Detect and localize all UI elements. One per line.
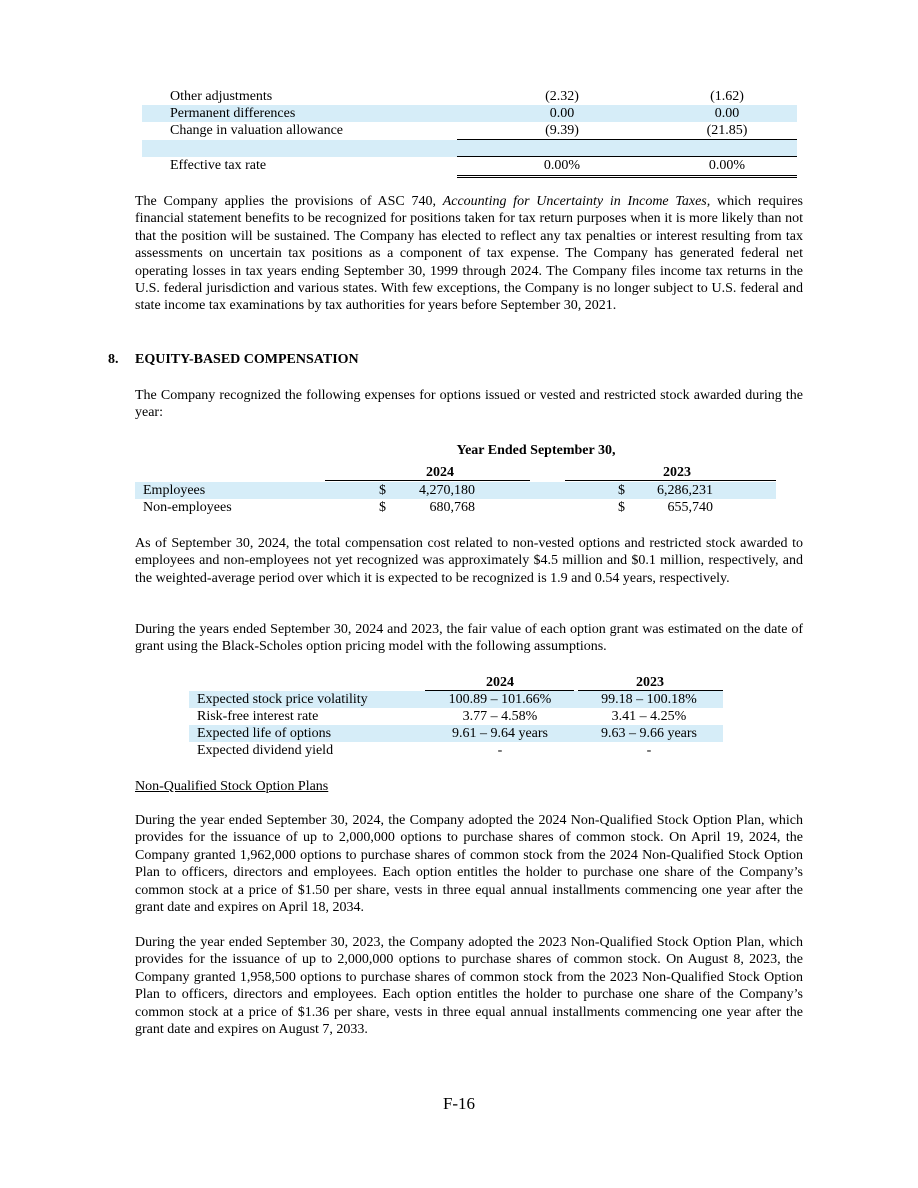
subsection-heading: Non-Qualified Stock Option Plans xyxy=(135,779,329,794)
value-2023: (21.85) xyxy=(706,123,748,138)
row-label: Change in valuation allowance xyxy=(170,123,343,138)
total-rule xyxy=(457,156,797,157)
column-header-2024: 2024 xyxy=(426,465,454,480)
row-label: Expected dividend yield xyxy=(197,743,334,758)
value-2024: 4,270,180 xyxy=(419,483,475,498)
row-label: Effective tax rate xyxy=(170,158,267,173)
row-label: Expected life of options xyxy=(197,726,332,741)
value-2023: 3.41 – 4.25% xyxy=(611,709,687,724)
blank-shaded-row xyxy=(142,140,797,157)
value-2023: 0.00% xyxy=(708,158,746,173)
table-row xyxy=(189,691,723,708)
table-row xyxy=(142,122,797,139)
row-label: Employees xyxy=(143,483,206,498)
value-2024: 0.00% xyxy=(543,158,581,173)
value-2024: 9.61 – 9.64 years xyxy=(451,726,549,741)
table-row xyxy=(189,725,723,742)
value-2023: 9.63 – 9.66 years xyxy=(600,726,698,741)
row-label: Risk-free interest rate xyxy=(197,709,319,724)
table-header: Year Ended September 30, xyxy=(456,443,616,458)
plan-2024-paragraph: During the year ended September 30, 2024, the Company adopted the 2024 Non-Qualified Stock Option Plan, which provides for the issuance of up to 2,000,000 options to purchase shares of common stock. On April 19, 2024, the Company granted 1,962,000 options to purchase shares of common stock from the 2024 Non-Qualified Stock Option Plan to officers, directors and employees. Each option entitles the holder to purchase one share of the Company’s common stock at a price of $1.50 per share, vests in three equal annual installments commencing one year after the grant date and expires on April 18, 2034. xyxy=(135,813,803,916)
section-title: EQUITY-BASED COMPENSATION xyxy=(135,352,359,367)
value-2024: (9.39) xyxy=(545,123,579,138)
table-row xyxy=(189,708,723,725)
value-2024: 0.00 xyxy=(549,106,575,121)
header-rule xyxy=(565,480,776,481)
value-2024: 3.77 – 4.58% xyxy=(462,709,538,724)
table-row xyxy=(142,88,797,105)
row-label: Other adjustments xyxy=(170,89,273,104)
table-row xyxy=(142,105,797,122)
value-2024: - xyxy=(497,743,503,758)
table-row-total xyxy=(142,157,797,174)
table-row xyxy=(135,482,776,499)
currency-symbol: $ xyxy=(618,500,625,515)
value-2023: (1.62) xyxy=(710,89,744,104)
row-label: Non-employees xyxy=(143,500,232,515)
column-header-2023: 2023 xyxy=(636,675,664,690)
asc740-paragraph: The Company applies the provisions of ASC 740, Accounting for Uncertainty in Income Taxes, which requires financial statement benefits to be recognized for positions taken for tax return purposes when it is more likely than not that the position will be sustained. The Company has elected to reflect any tax penalties or interest resulting from tax assessments on uncertain tax positions as a component of tax expense. The Company has generated federal net operating losses in tax years ending September 30, 1999 through 2024. The Company files income tax returns in the U.S. federal jurisdiction and various states. With few exceptions, the Company is no longer subject to U.S. federal and state income tax examinations by tax authorities for years before September 30, 2021. xyxy=(135,194,803,314)
page-number: F-16 xyxy=(442,1094,476,1113)
total-double-rule xyxy=(457,177,797,178)
currency-symbol: $ xyxy=(379,483,386,498)
table-row xyxy=(189,742,723,759)
value-2023: - xyxy=(646,743,652,758)
value-2023: 6,286,231 xyxy=(657,483,713,498)
plan-2023-paragraph: During the year ended September 30, 2023, the Company adopted the 2023 Non-Qualified Stock Option Plan, which provides for the issuance of up to 2,000,000 options to purchase shares of common stock. On August 8, 2023, the Company granted 1,958,500 options to purchase shares of common stock from the 2023 Non-Qualified Stock Option Plan to officers, directors and employees. Each option entitles the holder to purchase one share of the Company’s common stock at a price of $1.36 per share, vests in three equal annual installments commencing one year after the grant date and expires on August 7, 2033. xyxy=(135,935,803,1038)
row-label: Expected stock price volatility xyxy=(197,692,368,707)
row-label: Permanent differences xyxy=(170,106,296,121)
value-2023: 0.00 xyxy=(714,106,740,121)
column-header-2024: 2024 xyxy=(486,675,514,690)
table-row xyxy=(135,499,776,516)
section-number: 8. xyxy=(108,352,119,367)
currency-symbol: $ xyxy=(379,500,386,515)
as-of-paragraph: As of September 30, 2024, the total compensation cost related to non-vested options and restricted stock awarded to employees and non-employees not yet recognized was approximately $4.5 million and $0.1 million, respectively, and the weighted-average period over which it is expected to be recognized is 1.9 and 0.54 years, respectively. xyxy=(135,536,803,586)
value-2023: 99.18 – 100.18% xyxy=(601,692,697,707)
black-scholes-paragraph: During the years ended September 30, 2024 and 2023, the fair value of each option grant was estimated on the date of grant using the Black-Scholes option pricing model with the following assumptions. xyxy=(135,622,803,655)
column-header-2023: 2023 xyxy=(663,465,691,480)
value-2023: 655,740 xyxy=(667,500,713,515)
currency-symbol: $ xyxy=(618,483,625,498)
total-double-rule xyxy=(457,175,797,176)
value-2024: (2.32) xyxy=(545,89,579,104)
value-2024: 100.89 – 101.66% xyxy=(448,692,552,707)
header-rule xyxy=(325,480,530,481)
value-2024: 680,768 xyxy=(429,500,475,515)
recognized-paragraph: The Company recognized the following expenses for options issued or vested and restricted stock awarded during the year: xyxy=(135,388,803,421)
